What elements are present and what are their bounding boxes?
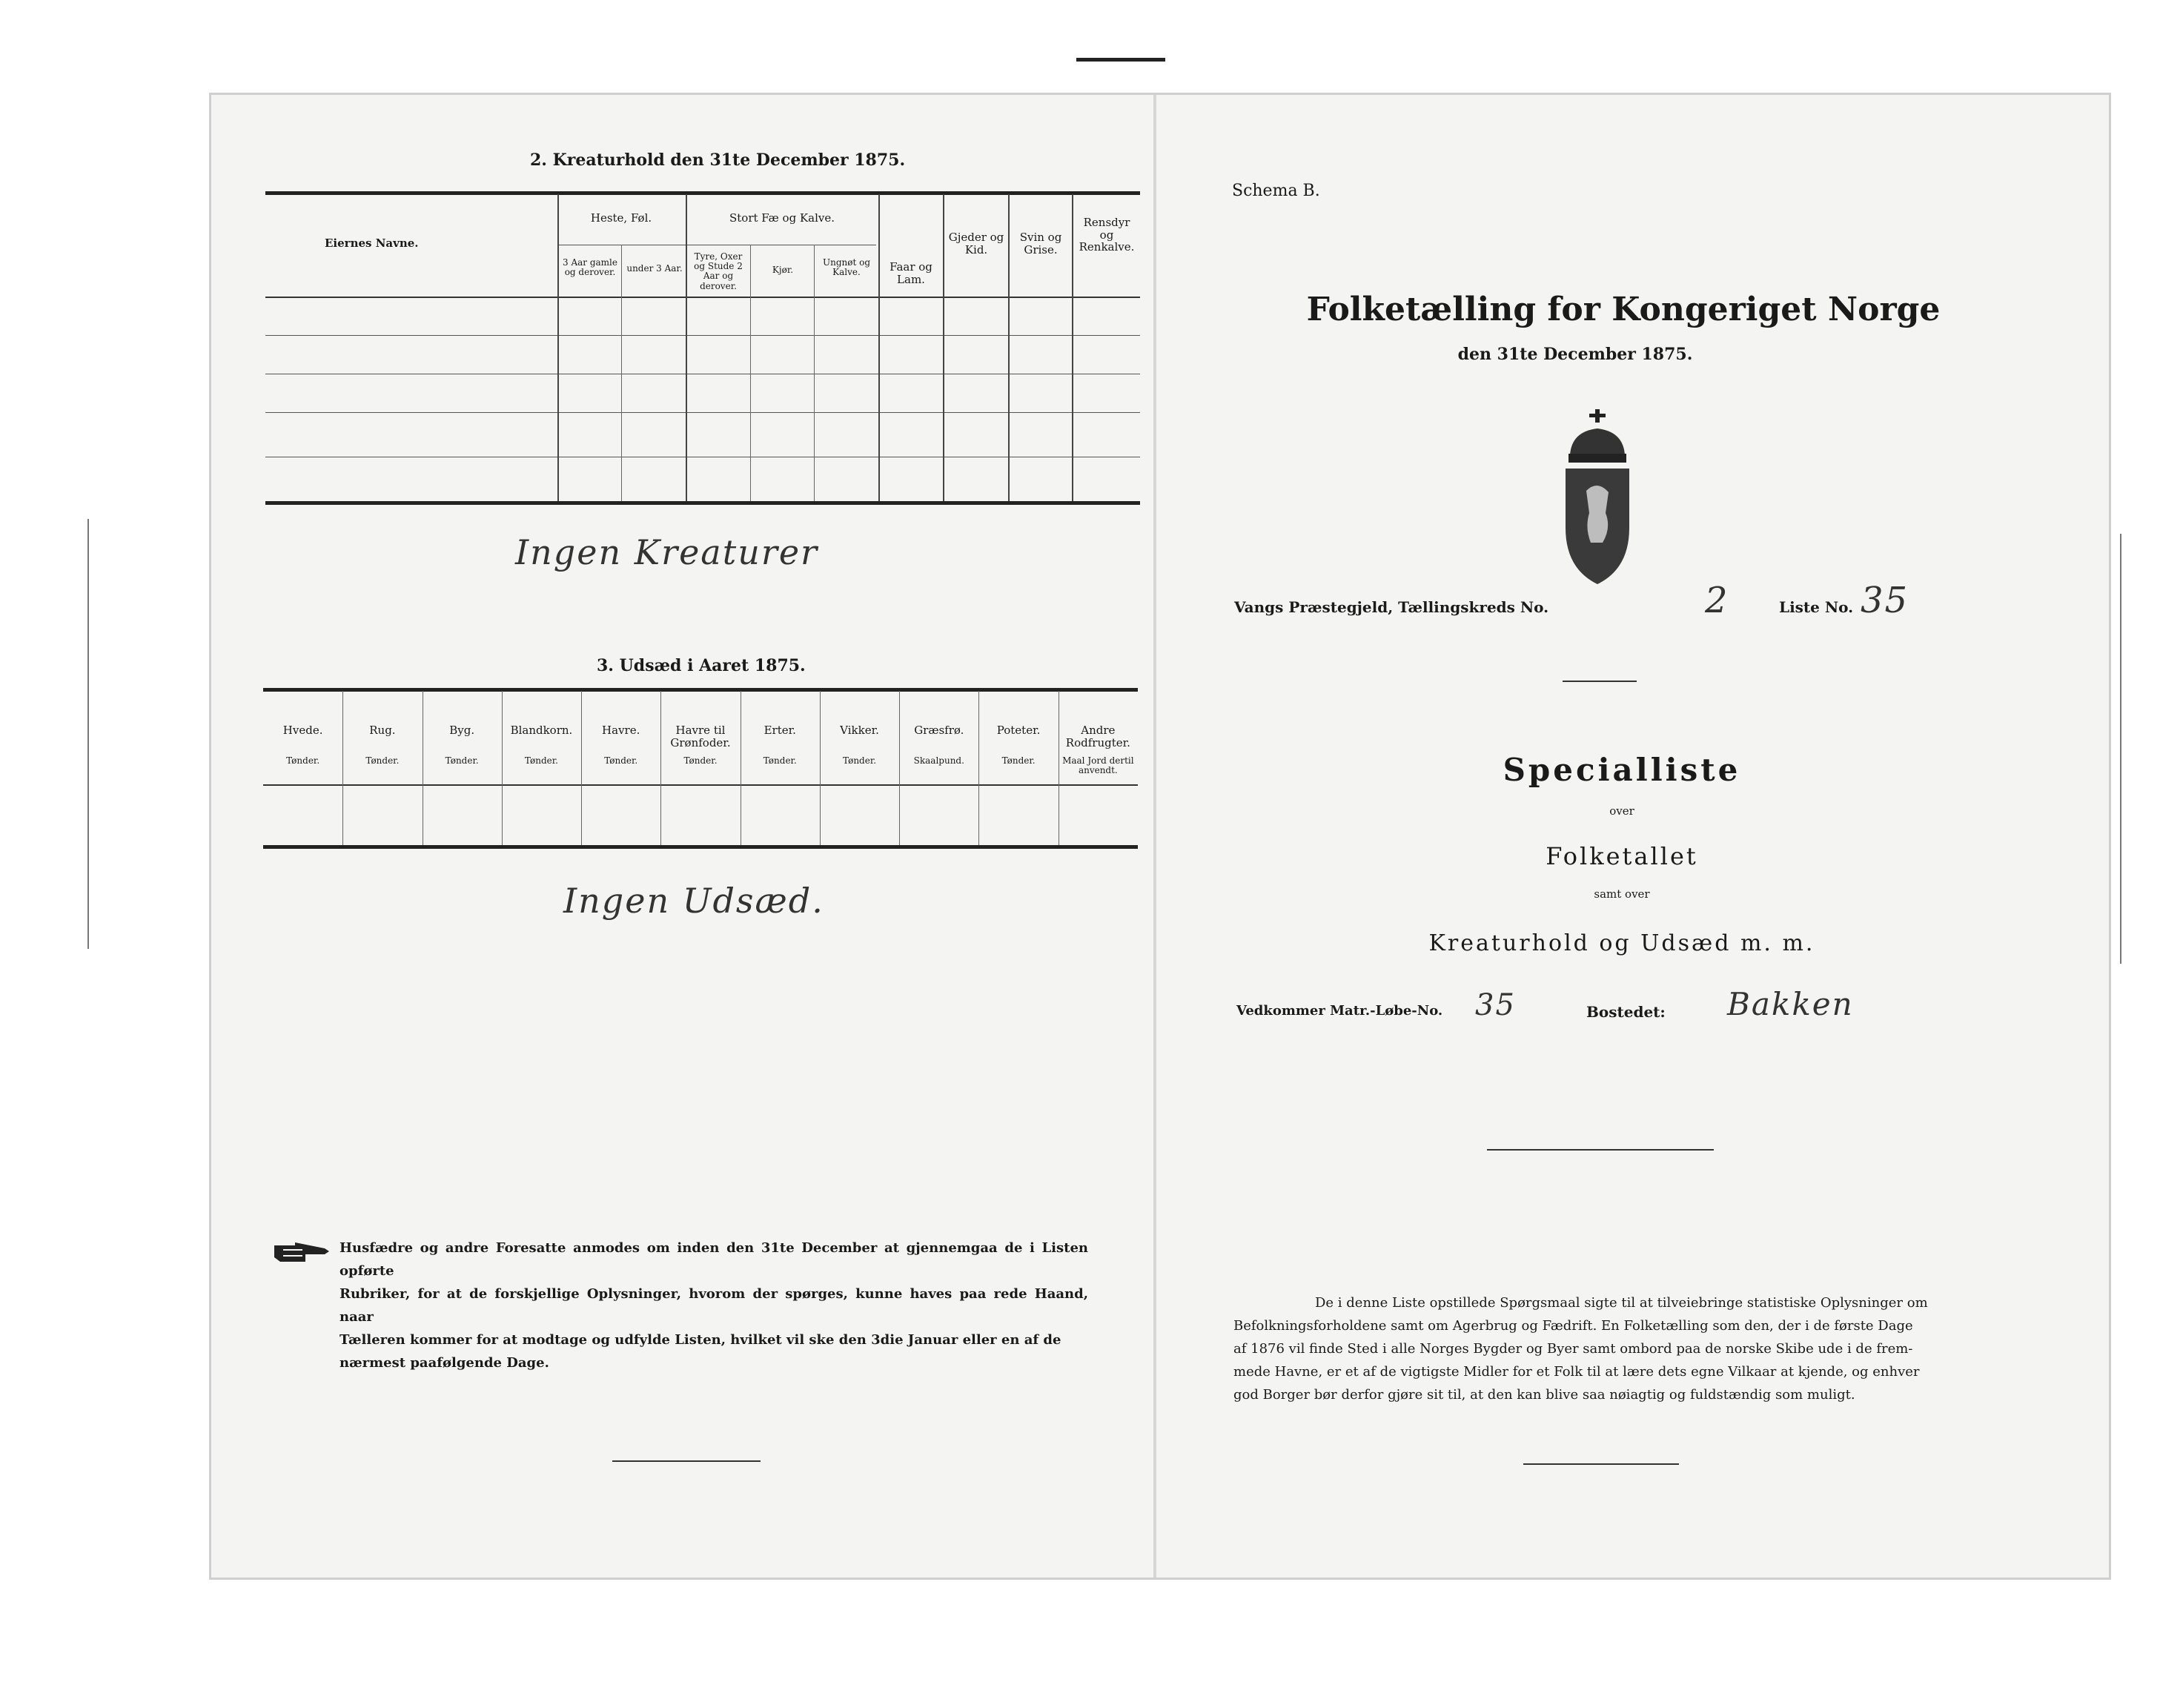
horse-young-header: under 3 Aar. <box>626 263 683 274</box>
table2-col-line <box>502 691 503 845</box>
section2-title: 2. Kreaturhold den 31te December 1875. <box>530 150 906 170</box>
divider-rule-2 <box>1487 1149 1714 1151</box>
handwritten-no-livestock: Ingen Kreaturer <box>515 532 819 572</box>
seed-column-unit: Tønder. <box>524 755 558 766</box>
specialliste-title: Specialliste <box>1503 752 1741 788</box>
seed-column-unit: Tønder. <box>683 755 718 766</box>
liste-label: Liste No. <box>1779 598 1854 616</box>
right-bottom-rule <box>1523 1463 1679 1465</box>
matr-label: Vedkommer Matr.-Løbe-No. <box>1236 1003 1443 1019</box>
young-cattle-header: Ungnøt og Kalve. <box>822 257 871 278</box>
top-edge-mark <box>1076 58 1165 62</box>
seed-column-unit: Tønder. <box>365 755 400 766</box>
notice-line: Rubriker, for at de forskjellige Oplysninger, hvorom der spørges, kunne haves paa rede Haand, naar <box>339 1286 1088 1325</box>
coat-of-arms-icon <box>1557 409 1638 590</box>
seed-column-header: Havre til Grønfoder. <box>670 724 731 749</box>
right-margin-mark <box>2120 534 2121 964</box>
notice-paragraph <box>339 1237 1088 1374</box>
notice-line: Husfædre og andre Foresatte anmodes om inden den 31te December at gjennemgaa de i Listen opførte <box>339 1240 1088 1279</box>
tellingskreds-number: 2 <box>1705 580 1729 621</box>
section3-title: 3. Udsæd i Aaret 1875. <box>597 656 806 675</box>
table1-col-line <box>621 245 622 501</box>
table2-col-line <box>342 691 343 845</box>
table2-bottom-rule <box>263 845 1138 849</box>
cows-header: Kjør. <box>772 265 794 275</box>
seed-column-header: Blandkorn. <box>510 724 573 737</box>
page-fold <box>1153 95 1156 1578</box>
table1-col-line <box>943 194 944 501</box>
pointing-hand-icon <box>273 1239 332 1269</box>
table1-col-line <box>878 194 880 501</box>
footnote-line: Befolkningsforholdene samt om Agerbrug og Fædrift. En Folketælling som den, der i de første Dage <box>1233 1318 1913 1334</box>
table1-col-line <box>1072 194 1073 501</box>
table1-col-line <box>814 245 815 501</box>
seed-column-header: Byg. <box>449 724 475 737</box>
table2-top-rule <box>263 688 1138 692</box>
seed-column-header: Vikker. <box>840 724 879 737</box>
left-margin-mark <box>87 519 89 949</box>
seed-column-unit: Maal Jord dertil anvendt. <box>1062 755 1134 776</box>
folketallet-label: Folketallet <box>1546 842 1698 870</box>
seed-column-header: Rug. <box>369 724 396 737</box>
bostedet-label: Bostedet: <box>1586 1003 1666 1021</box>
horses-group-header: Heste, Føl. <box>590 211 652 225</box>
table2-col-line <box>581 691 582 845</box>
census-date: den 31te December 1875. <box>1457 345 1693 364</box>
samt-over-label: samt over <box>1594 887 1650 901</box>
table2-col-line <box>978 691 979 845</box>
footnote-line: af 1876 vil finde Sted i alle Norges Bygder og Byer samt ombord paa de norske Skibe ude i de frem- <box>1233 1341 1913 1357</box>
reindeer-header: Rensdyr og Renkalve. <box>1079 216 1135 254</box>
footnote-line: mede Havne, er et af de vigtigste Midler for et Folk til at lære dets egne Vilkaar at kjende, og enhver <box>1233 1364 1920 1380</box>
footnote-line: god Borger bør derfor gjøre sit til, at den kan blive saa nøiagtig og fuldstændig som muligt. <box>1233 1387 1855 1403</box>
schema-label: Schema B. <box>1232 182 1320 200</box>
seed-column-header: Hvede. <box>282 724 323 737</box>
seed-column-header: Poteter. <box>996 724 1041 737</box>
table1-col-line <box>557 194 559 501</box>
matr-number: 35 <box>1475 988 1516 1022</box>
seed-column-unit: Skaalpund. <box>913 755 964 766</box>
seed-column-unit: Tønder. <box>1001 755 1036 766</box>
footnote-paragraph <box>1233 1291 2016 1406</box>
table1-col-line <box>750 245 751 501</box>
table1-col-line <box>1008 194 1010 501</box>
left-bottom-rule <box>612 1460 761 1462</box>
kreaturhold-title: Kreaturhold og Udsæd m. m. <box>1428 930 1815 956</box>
seed-column-unit: Tønder. <box>286 755 320 766</box>
table2-col-line <box>899 691 900 845</box>
table2-col-line <box>660 691 661 845</box>
over-label: over <box>1609 804 1634 818</box>
liste-number: 35 <box>1861 580 1909 621</box>
seed-column-header: Erter. <box>763 724 796 737</box>
bostedet-value: Bakken <box>1727 986 1854 1022</box>
prestegjeld-label: Vangs Præstegjeld, Tællingskreds No. <box>1234 598 1549 616</box>
seed-column-header: Andre Rodfrugter. <box>1065 724 1130 749</box>
footnote-line: De i denne Liste opstillede Spørgsmaal sigte til at tilveiebringe statistiske Oplysninger om <box>1315 1295 1928 1311</box>
cattle-group-header: Stort Fæ og Kalve. <box>729 211 835 225</box>
seed-column-unit: Tønder. <box>604 755 638 766</box>
notice-line: nærmest paafølgende Dage. <box>339 1355 549 1371</box>
handwritten-no-seed: Ingen Udsæd. <box>563 881 824 921</box>
owner-column-header: Eiernes Navne. <box>325 236 419 250</box>
census-title: Folketælling for Kongeriget Norge <box>1306 291 1941 328</box>
divider-rule <box>1563 681 1637 682</box>
goats-header: Gjeder og Kid. <box>948 231 1004 256</box>
seed-column-header: Græsfrø. <box>914 724 964 737</box>
pigs-header: Svin og Grise. <box>1019 231 1062 256</box>
horse-old-header: 3 Aar gamle og derover. <box>563 257 617 278</box>
table2-col-line <box>820 691 821 845</box>
table1-bottom-rule <box>265 501 1140 505</box>
sheep-header: Faar og Lam. <box>890 260 933 286</box>
seed-column-unit: Tønder. <box>763 755 797 766</box>
bulls-header: Tyre, Oxer og Stude 2 Aar og derover. <box>694 251 743 291</box>
seed-column-unit: Tønder. <box>445 755 479 766</box>
table2-header-bottom-rule <box>263 784 1138 786</box>
seed-column-unit: Tønder. <box>843 755 877 766</box>
seed-column-header: Havre. <box>602 724 640 737</box>
table1-col-line <box>686 194 687 501</box>
notice-line: Tælleren kommer for at modtage og udfylde Listen, hvilket vil ske den 3die Januar eller en af de <box>339 1332 1061 1348</box>
